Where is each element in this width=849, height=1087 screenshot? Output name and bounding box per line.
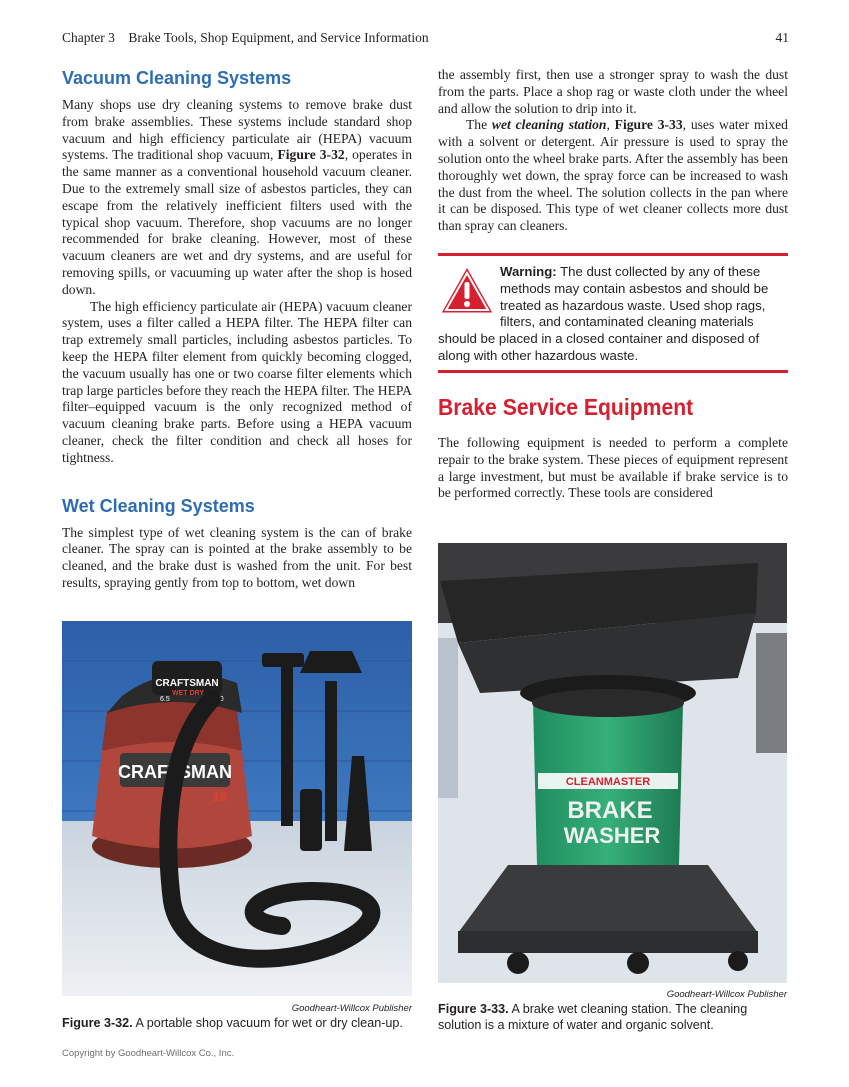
warning-triangle-icon [438,264,496,316]
figure-ref-3-33: Figure 3-33 [614,117,683,133]
washer-label-brand: CLEANMASTER [565,776,651,788]
wet-paragraph-1-continued: the assembly first, then use a stronger spray to wash the dust from the parts. Place a shop rag or waste cloth under the wheel and allow the solution to drip into it. [438,67,788,116]
right-column [438,67,788,235]
washer-label-line-1: BRAKE [567,797,653,824]
equipment-heading: Brake Service Equipment [438,394,694,420]
shop-vacuum-illustration [62,621,412,996]
vacuum-paragraph-2: The high efficiency particulate air (HEPA) vacuum cleaner system, uses a filter called a HEPA filter. The HEPA filter can trap extremely small particles, including asbestos particles. To keep the HEPA filter element from quickly becoming clogged, the vacuum usually has one or two coarse filter elements which trap large particles before they reach the HEPA filter. The HEPA filter–equipped vacuum is the only recognized method of vacuum cleaning brake parts. Before using a HEPA vacuum cleaner, check the filter condition and check all hoses for tightness. [62,298,412,465]
vacuum-gal-size: 16 [212,788,228,804]
chapter-title: Brake Tools, Shop Equipment, and Service Information [128,30,429,45]
figure-3-33-credit: Goodheart-Willcox Publisher [666,989,787,1000]
washer-label-line-2: WASHER [563,823,661,848]
brake-washer-illustration [438,543,787,983]
wet-paragraph-1: The simplest type of wet cleaning system is the can of brake cleaner. The spray can is pointed at the brake assembly to be cleaned, and the brake dust is washed from the unit. For best results, spraying gently from top to bottom, wet down [62,524,412,590]
equipment-paragraph-1: The following equipment is needed to perform a complete repair to the brake system. These pieces of equipment represent a large investment, but must be available if brake service is to be performed correctly. These tools are considered [438,435,788,501]
figure-3-32-label: Figure 3-32. [62,1016,133,1030]
warning-label: Warning: [500,264,557,279]
text-run: The [466,117,492,133]
wet-paragraph-2 [438,117,788,235]
vacuum-heading: Vacuum Cleaning Systems [62,68,292,88]
running-head [62,28,789,48]
figure-3-33-caption-text: A brake wet cleaning station. The cleaning solution is a mixture of water and organic solvent. [438,1002,748,1032]
warning-box [438,253,788,373]
text-run: , operates in the same manner as a conventional household vacuum cleaner. Due to the extremely small size of asbestos particles, they can escape from the relatively inefficient filters used with the typical shop vacuum. Therefore, shop vacuums are no longer recommended for brake cleaning. However, most of these vacuum cleaners are wet and dry systems, and are useful for removing spills, or vacuuming up water after the shop is hosed down. [62,147,413,297]
text-run: , [606,117,615,133]
figure-3-32-credit: Goodheart-Willcox Publisher [291,1003,412,1014]
equipment-section [438,393,788,502]
figure-3-33-image [438,543,787,983]
figure-3-33-caption [438,1001,787,1033]
copyright-notice: Copyright by Goodheart-Willcox Co., Inc. [62,1048,235,1059]
vacuum-wet-dry: WET DRY [172,690,205,697]
term-wet-cleaning-station: wet cleaning station [491,117,607,133]
figure-ref-3-32: Figure 3-32 [277,147,345,163]
vacuum-model: 330 [212,696,224,703]
text-run: , uses water mixed with a solvent or detergent. Air pressure is used to spray the solution onto the wheel brake parts. After the assembly has been thoroughly wet down, the spray force can be increased to wash the dust from the wheel. The solution collects in the pan where it can be disposed. This type of wet cleaner collects more dust than spray can cleaners. [438,117,788,234]
vacuum-paragraph-1 [62,97,412,299]
wet-heading: Wet Cleaning Systems [62,495,255,516]
text-run: Many shops use dry cleaning systems to remove brake dust from brake assemblies. These systems include standard shop vacuum and high efficiency particulate air (HEPA) vacuum systems. The traditional shop vacuum, [62,97,412,163]
figure-3-33-label: Figure 3-33. [438,1002,509,1016]
vacuum-tank-brand: CRAFTSMAN [118,762,232,782]
left-column [62,67,412,592]
vacuum-lid-brand: CRAFTSMAN [155,678,219,689]
figure-3-32-image [62,621,412,996]
page-number: 41 [775,30,789,45]
chapter-number: Chapter 3 [62,30,115,45]
vacuum-hp: 6.5 [160,696,170,703]
figure-3-32-caption-text: A portable shop vacuum for wet or dry clean-up. [132,1016,403,1030]
warning-text: The dust collected by any of these methods may contain asbestos and should be treated as hazardous waste. Used shop rags, filters, and contaminated cleaning materials should be placed in a closed container and disposed of along with other hazardous waste. [438,264,769,363]
figure-3-32-caption [62,1015,412,1031]
